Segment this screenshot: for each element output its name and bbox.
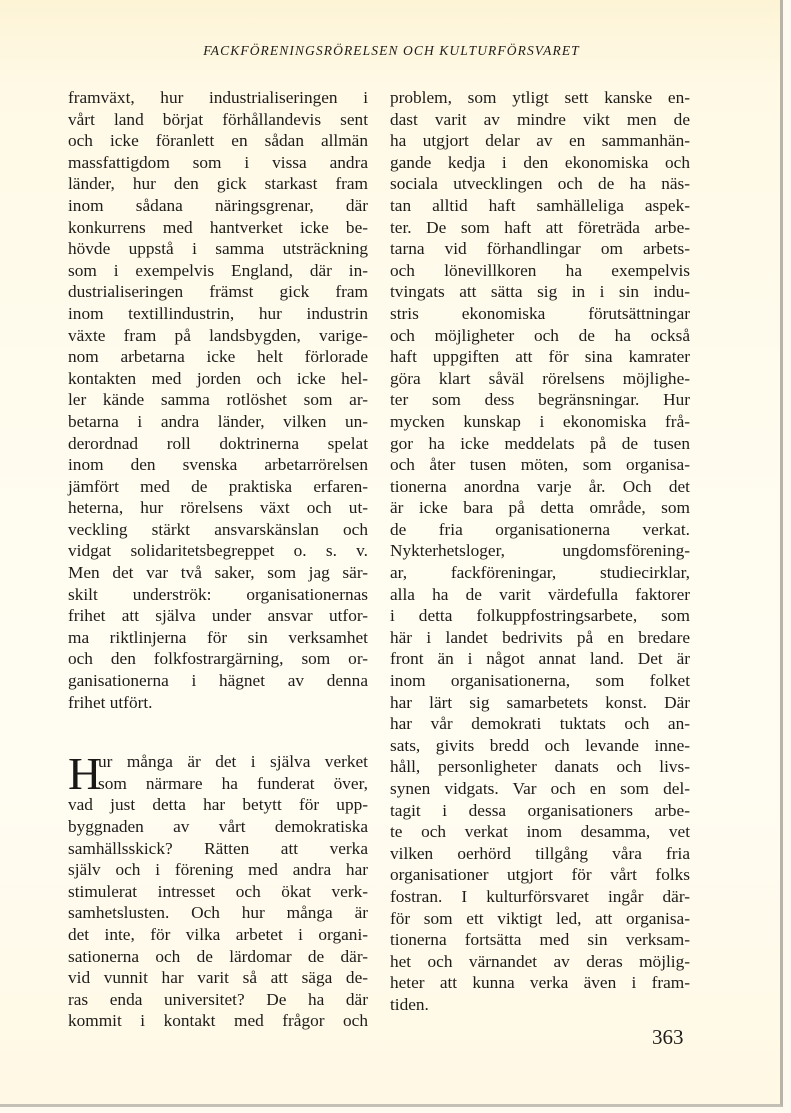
text-line: sociala utvecklingen och de ha näs-	[390, 174, 690, 194]
text-line: samhetslusten. Och hur många är	[68, 903, 368, 923]
text-line: frihet utfört.	[68, 692, 153, 712]
text-line: göra klart såväl rörelsens möjlighe-	[390, 368, 690, 388]
text-line: tiden.	[390, 994, 429, 1014]
text-line: för som ett viktigt led, att organisa-	[390, 908, 690, 928]
text-line: ma riktlinjerna för sin verksamhet	[68, 627, 368, 647]
text-line: framväxt, hur industrialiseringen i	[68, 88, 368, 107]
text-line: betarna i andra länder, vilken un-	[68, 411, 368, 431]
text-line: vid vunnit har varit så att säga de-	[68, 968, 368, 988]
right-column	[390, 87, 690, 1016]
text-line: har vår demokrati tuktats och an-	[390, 714, 690, 734]
text-line: sats, givits bredd och levande inne-	[390, 735, 690, 755]
text-line: front än i något annat land. Det är	[390, 649, 690, 669]
text-line: växte fram på landsbygden, varige-	[68, 325, 368, 345]
text-line: och den folkfostrargärning, som or-	[68, 649, 368, 669]
text-line: och lönevillkoren ha exempelvis	[390, 260, 690, 280]
text-line: konkurrens med hantverket icke be-	[68, 217, 368, 237]
left-column	[68, 87, 368, 1032]
text-line: har lärt sig samarbetets konst. Där	[390, 692, 690, 712]
paragraph-2	[68, 748, 368, 1032]
text-line: hövde uppstå i samma utsträckning	[68, 239, 368, 259]
text-line: som närmare ha funderat över,	[98, 773, 368, 793]
text-line: ur många är det i själva verket	[98, 752, 368, 772]
text-line: tvingats att sätta sig in i sin indu-	[390, 282, 690, 302]
text-line: stimulerat intresset och ökat verk-	[68, 881, 368, 901]
text-line: mycken kunskap i ekonomiska frå-	[390, 411, 690, 431]
text-line: samhällsskick? Rätten att verka	[68, 838, 368, 858]
text-line: massfattigdom som i vissa andra	[68, 152, 368, 172]
text-line: ter som dess begränsningar. Hur	[390, 390, 690, 410]
text-line: ras enda universitet? De ha där	[68, 989, 368, 1009]
text-line: ganisationerna i hägnet av denna	[68, 671, 368, 691]
text-line: håll, personligheter danats och livs-	[390, 757, 690, 777]
text-line: tarna vid förhandlingar om arbets-	[390, 239, 690, 259]
text-line: het och värnandet av deras möjlig-	[390, 951, 690, 971]
text-line: sationerna och de lärdomar de där-	[68, 946, 368, 966]
text-line: tionerna fortsätta med sin verksam-	[390, 930, 690, 950]
text-line: Nykterhetsloger, ungdomsförening-	[390, 541, 690, 561]
text-line: haft uppgiften att för sina kamrater	[390, 347, 690, 367]
paragraph-1	[68, 87, 368, 713]
drop-cap: H	[68, 748, 102, 800]
text-line: tan alltid haft samhälleliga aspek-	[390, 195, 690, 215]
text-line: kontakten med jorden och icke hel-	[68, 368, 368, 388]
text-line: stris ekonomiska förutsättningar	[390, 303, 690, 323]
text-line: vidgat solidaritetsbegreppet o. s. v.	[68, 541, 368, 561]
text-line: vårt land börjat förhållandevis sent	[68, 109, 368, 129]
text-line: gande kedja i den ekonomiska och	[390, 152, 690, 172]
text-line: problem, som ytligt sett kanske en-	[390, 88, 690, 107]
text-line: alla ha de varit värdefulla faktorer	[390, 584, 690, 604]
text-line: organisationer utgjort för vårt folks	[390, 865, 690, 885]
text-line: tionerna anordna varje år. Och det	[390, 476, 690, 496]
text-line: dustrialiseringen främst gick fram	[68, 282, 368, 302]
text-line: skilt underströk: organisationernas	[68, 584, 368, 604]
text-line: tagit i dessa organisationers arbe-	[390, 800, 690, 820]
text-line: själv och i förening med andra har	[68, 860, 368, 880]
running-head: FACKFÖRENINGSRÖRELSEN OCH KULTURFÖRSVARET	[203, 43, 580, 58]
text-line: ler kände samma rotlöshet som ar-	[68, 390, 368, 410]
text-line: Men det var två saker, som jag sär-	[68, 563, 368, 583]
text-line: kommit i kontakt med frågor och	[68, 1011, 368, 1031]
text-line: i detta folkuppfostringsarbete, som	[390, 606, 690, 626]
text-line: inom textillindustrin, hur industrin	[68, 303, 368, 323]
text-line: byggnaden av vårt demokratiska	[68, 817, 368, 836]
text-line: länder, hur den gick starkast fram	[68, 174, 368, 194]
text-line: synen vidgats. Var och en som del-	[390, 779, 690, 798]
text-line: här i landet bedrivits på en bredare	[390, 627, 690, 647]
text-line: veckling stärkt ansvarskänslan och	[68, 519, 368, 539]
text-line: heterna, hur rörelsens växt och ut-	[68, 498, 368, 518]
text-line: och icke föranlett en sådan allmän	[68, 131, 368, 151]
text-line: och åter tusen möten, som organisa-	[390, 455, 690, 475]
text-line: fostran. I kulturförsvaret ingår där-	[390, 886, 690, 906]
text-line: inom den svenska arbetarrörelsen	[68, 455, 368, 475]
text-line: nom arbetarna icke helt förlorade	[68, 347, 368, 367]
page-number: 363	[652, 1025, 684, 1049]
text-line: och möjligheter och de ha också	[390, 325, 690, 345]
text-line: de fria organisationerna verkat.	[390, 519, 690, 539]
text-line: är icke bara på detta område, som	[390, 498, 690, 518]
paragraph-gap	[68, 713, 368, 751]
text-line: vad just detta har betytt för upp-	[68, 795, 368, 815]
text-line: te och verkat inom desamma, vet	[390, 822, 690, 842]
text-line: derordnad roll doktrinerna spelat	[68, 433, 368, 453]
text-line: som i exempelvis England, där in-	[68, 260, 368, 280]
text-line: dast varit av mindre vikt men de	[390, 109, 690, 129]
text-line: ar, fackföreningar, studiecirklar,	[390, 563, 690, 583]
text-line: ha utgjort delar av en sammanhän-	[390, 131, 690, 151]
text-line: det inte, för vilka arbetet i organi-	[68, 924, 368, 944]
text-line: inom organisationerna, som folket	[390, 671, 690, 691]
text-line: frihet att själva under ansvar utfor-	[68, 606, 368, 626]
text-line: gor ha icke meddelats på de tusen	[390, 433, 690, 453]
text-line: ter. De som haft att företräda arbe-	[390, 217, 690, 237]
text-line: inom sådana näringsgrenar, där	[68, 195, 368, 215]
text-line: heter att kunna verka även i fram-	[390, 973, 690, 993]
text-line: jämfört med de praktiska erfaren-	[68, 476, 368, 496]
text-line: vilken oerhörd tillgång våra fria	[390, 843, 690, 863]
